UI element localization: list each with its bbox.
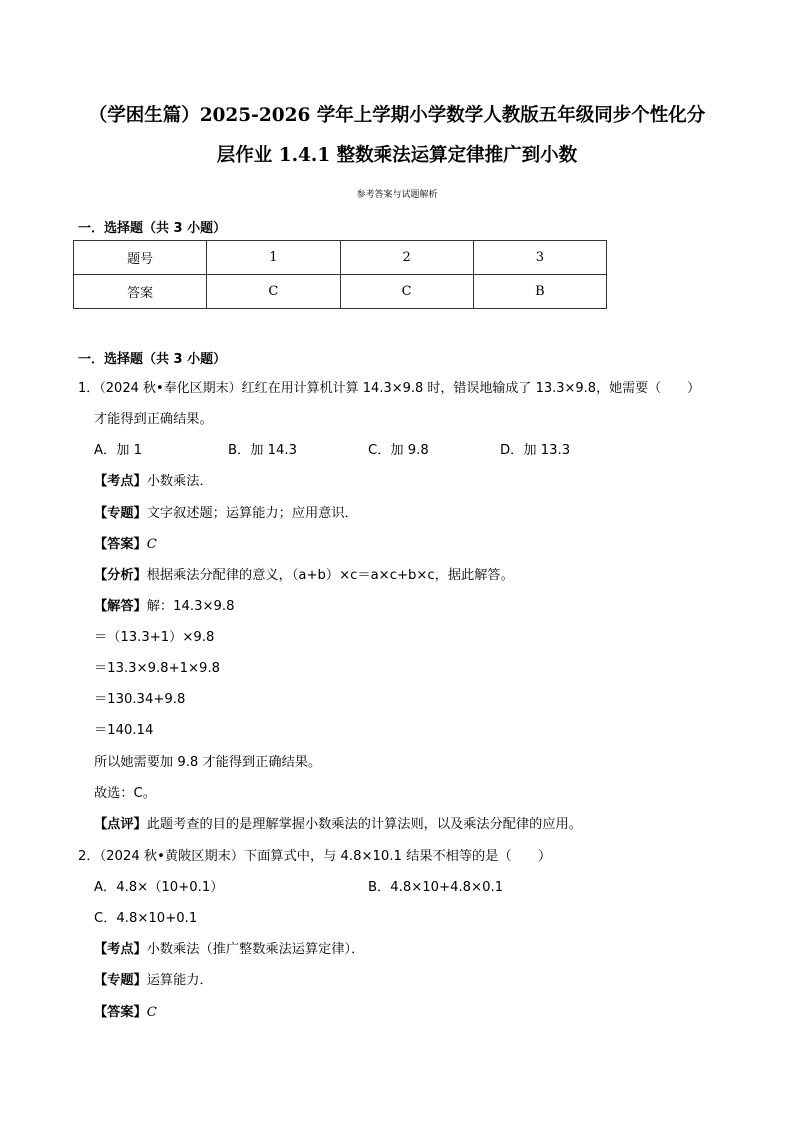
table-cell-number: 3 xyxy=(473,241,606,275)
table-row xyxy=(74,275,607,309)
document-title xyxy=(60,96,734,176)
answer-table xyxy=(73,240,607,309)
title-line-2: 层作业 1.4.1 整数乘法运算定律推广到小数 xyxy=(216,145,578,166)
q1-fenxi-tag: 【分析】 xyxy=(94,568,147,583)
q1-daan-text: C xyxy=(146,537,157,552)
q1-kaodian-text: 小数乘法． xyxy=(146,474,213,489)
q2-option-b: B．4.8×10+4.8×0.1 xyxy=(368,880,504,895)
q2-kaodian xyxy=(94,941,364,959)
q2-daan-tag: 【答案】 xyxy=(94,1005,147,1020)
q1-jieda-text: 解：14.3×9.8 xyxy=(146,599,235,614)
q1-kaodian-tag: 【考点】 xyxy=(94,474,147,489)
q1-stem-line2: 才能得到正确结果。 xyxy=(94,412,213,427)
q2-zhuanti-text: 运算能力． xyxy=(146,973,213,988)
q1-stem-line1: 1．（2024 秋•奉化区期末）红红在用计算机计算 14.3×9.8 时，错误地输成了 13.3×9.8，她需要（ ） xyxy=(78,381,701,396)
q1-zhuanti xyxy=(94,505,358,523)
q2-daan-text: C xyxy=(146,1005,157,1020)
q2-zhuanti xyxy=(94,972,213,990)
section-heading-questions: 一．选择题（共 3 小题） xyxy=(78,352,227,367)
q1-option-d: D．加 13.3 xyxy=(500,443,571,458)
q1-option-a: A．加 1 xyxy=(94,443,142,458)
title-line-1: （学困生篇）2025-2026 学年上学期小学数学人教版五年级同步个性化分 xyxy=(88,105,706,126)
table-cell-answer: B xyxy=(473,275,606,309)
table-cell-answer: C xyxy=(207,275,340,309)
q1-daan-tag: 【答案】 xyxy=(94,537,147,552)
q1-option-c: C．加 9.8 xyxy=(368,443,429,458)
q1-dianping-text: 此题考查的目的是理解掌握小数乘法的计算法则，以及乘法分配律的应用。 xyxy=(146,817,582,832)
q1-fenxi-text: 根据乘法分配律的意义，（a+b）×c＝a×c+b×c，据此解答。 xyxy=(146,568,514,583)
q2-option-c: C．4.8×10+0.1 xyxy=(94,911,198,926)
q1-step-4: ＝140.14 xyxy=(94,723,154,738)
q2-kaodian-tag: 【考点】 xyxy=(94,942,147,957)
table-cell-number: 2 xyxy=(340,241,473,275)
q2-zhuanti-tag: 【专题】 xyxy=(94,973,147,988)
q1-jieda xyxy=(94,598,235,616)
table-cell-answer: C xyxy=(340,275,473,309)
document-subtitle: 参考答案与试题解析 xyxy=(356,190,438,200)
q1-jieda-tag: 【解答】 xyxy=(94,599,147,614)
q1-step-1: ＝（13.3+1）×9.8 xyxy=(94,630,215,645)
table-cell-number: 1 xyxy=(207,241,340,275)
q1-conclusion: 所以她需要加 9.8 才能得到正确结果。 xyxy=(94,755,322,770)
table-cell-label: 答案 xyxy=(74,275,207,309)
q1-step-3: ＝130.34+9.8 xyxy=(94,692,186,707)
q2-option-a: A．4.8×（10+0.1） xyxy=(94,880,224,895)
q1-option-b: B．加 14.3 xyxy=(228,443,297,458)
table-cell-label: 题号 xyxy=(74,241,207,275)
q1-kaodian xyxy=(94,473,213,491)
q1-dianping-tag: 【点评】 xyxy=(94,817,147,832)
q1-fenxi xyxy=(94,567,514,585)
section-heading-answers: 一．选择题（共 3 小题） xyxy=(78,221,227,236)
q1-daan xyxy=(94,536,157,554)
q1-guxuan: 故选：C。 xyxy=(94,786,156,801)
q1-zhuanti-text: 文字叙述题；运算能力；应用意识． xyxy=(146,506,358,521)
q1-zhuanti-tag: 【专题】 xyxy=(94,506,147,521)
q1-step-2: ＝13.3×9.8+1×9.8 xyxy=(94,661,221,676)
q2-daan xyxy=(94,1004,157,1022)
q1-dianping xyxy=(94,816,582,834)
q2-stem: 2．（2024 秋•黄陂区期末）下面算式中，与 4.8×10.1 结果不相等的是（ ） xyxy=(78,849,552,864)
table-row xyxy=(74,241,607,275)
q2-kaodian-text: 小数乘法（推广整数乘法运算定律）． xyxy=(146,942,365,957)
